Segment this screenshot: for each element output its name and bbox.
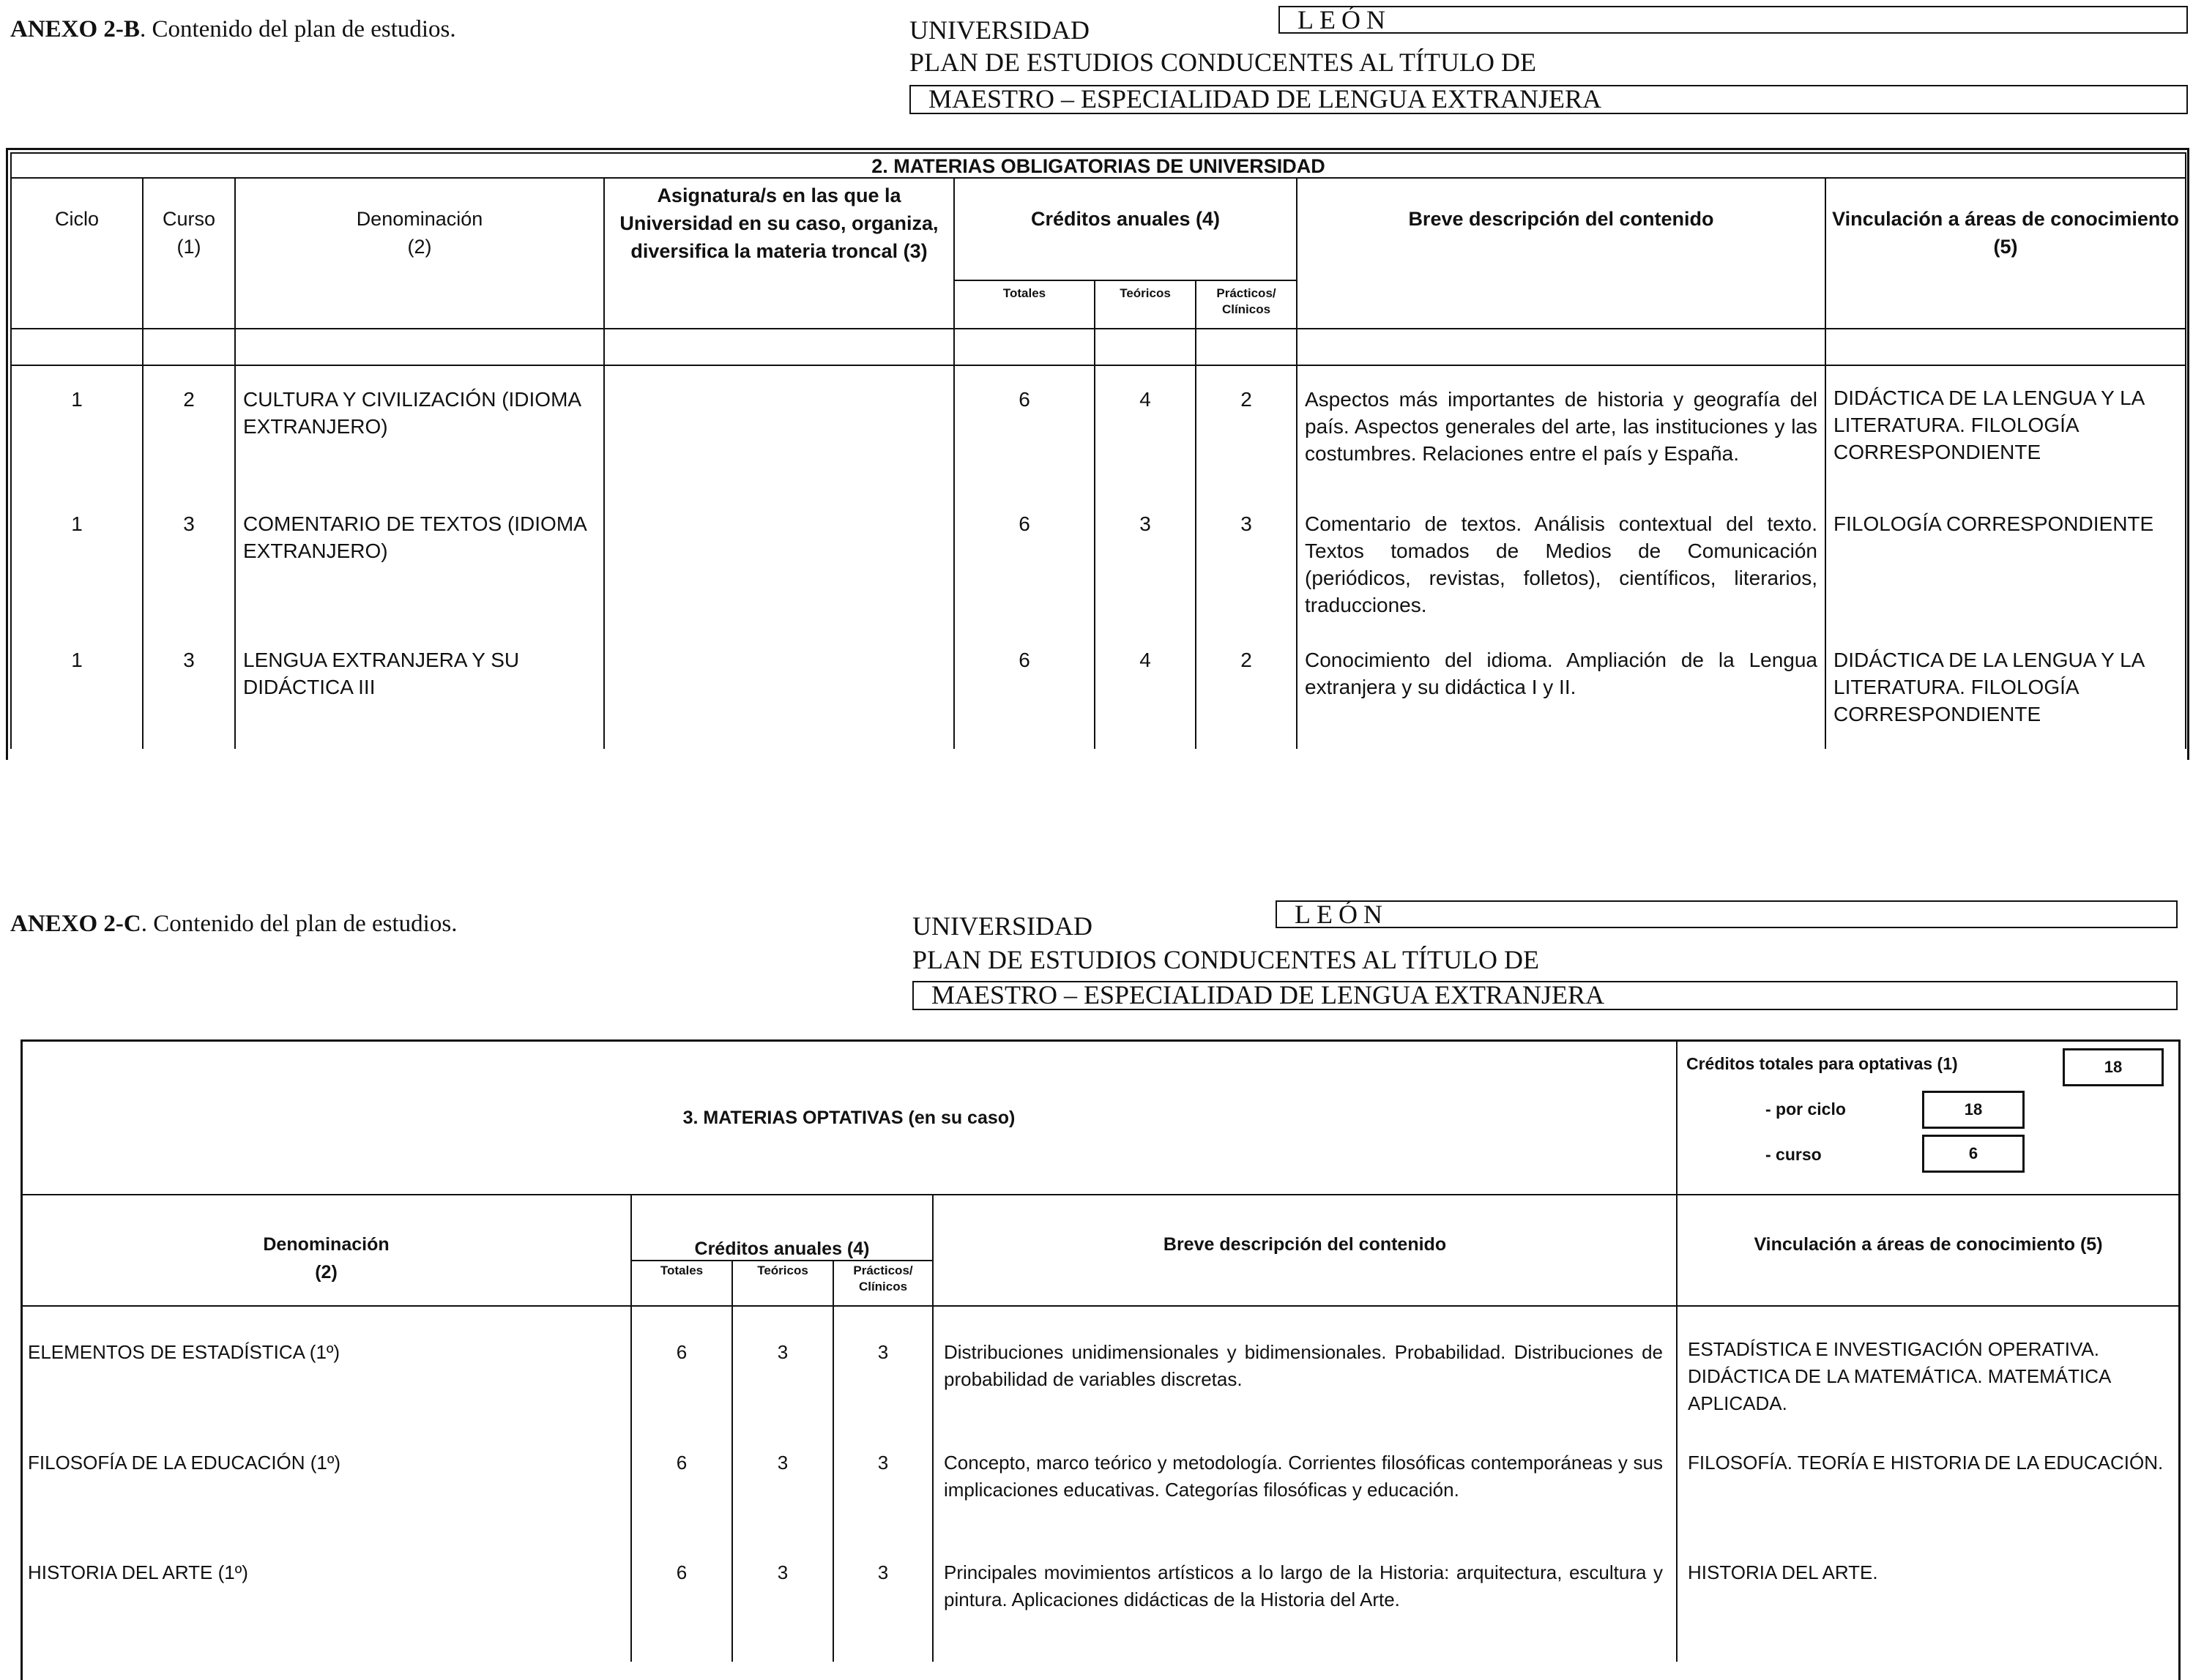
row-practicos: 2 <box>1196 374 1297 510</box>
table-b-title: 2. MATERIAS OBLIGATORIAS DE UNIVERSIDAD <box>11 153 2186 178</box>
header-curso-label: Curso <box>162 208 216 230</box>
row-areas: DIDÁCTICA DE LA LENGUA Y LA LITERATURA. FILOLOGÍA CORRESPONDIENTE <box>1825 374 2186 510</box>
row-totales: 6 <box>954 510 1095 646</box>
credits-summary <box>1677 1041 2179 1195</box>
row-descripcion: Comentario de textos. Análisis contextual del texto. Textos tomados de Medios de Comunicación (periódicos, revistas, folletos), científicos, literarios, traducciones. <box>1297 510 1825 646</box>
spacer-cell <box>11 329 143 365</box>
row-c-descripcion: Principales movimientos artísticos a lo largo de la Historia: arquitectura, escultura y pintura. Aplicaciones didácticas de la Historia del Arte. <box>933 1559 1677 1662</box>
row-c-practicos: 3 <box>833 1449 933 1559</box>
row-denominacion: CULTURA Y CIVILIZACIÓN (IDIOMA EXTRANJERO) <box>235 374 604 510</box>
row-c-totales: 6 <box>631 1559 732 1662</box>
gap-cell <box>954 365 1095 374</box>
table-row <box>11 510 2186 646</box>
degree-c: MAESTRO – ESPECIALIDAD DE LENGUA EXTRANJERA <box>931 980 1604 1009</box>
header-descripcion: Breve descripción del contenido <box>1297 178 1825 329</box>
annex-c-heading <box>10 911 457 938</box>
plan-label-b: PLAN DE ESTUDIOS CONDUCENTES AL TÍTULO DE <box>909 48 1536 77</box>
header-c-creditos: Créditos anuales (4) <box>631 1195 933 1261</box>
spacer-cell <box>235 329 604 365</box>
header-c-descripcion: Breve descripción del contenido <box>933 1195 1677 1306</box>
table-row <box>11 374 2186 510</box>
row-curso: 2 <box>143 374 235 510</box>
row-c-denominacion: ELEMENTOS DE ESTADÍSTICA (1º) <box>22 1306 631 1449</box>
row-totales: 6 <box>954 374 1095 510</box>
row-c-teoricos: 3 <box>732 1559 833 1662</box>
row-c-denominacion: HISTORIA DEL ARTE (1º) <box>22 1559 631 1662</box>
row-ciclo: 1 <box>11 510 143 646</box>
university-label-b: UNIVERSIDAD <box>909 15 1090 45</box>
row-c-teoricos: 3 <box>732 1449 833 1559</box>
row-teoricos: 3 <box>1095 510 1196 646</box>
per-course: 6 <box>1968 1144 1978 1162</box>
row-totales: 6 <box>954 646 1095 749</box>
header-curso-note: (1) <box>176 236 201 258</box>
header-ciclo: Ciclo <box>11 178 143 329</box>
row-c-denominacion: FILOSOFÍA DE LA EDUCACIÓN (1º) <box>22 1449 631 1559</box>
row-c-practicos: 3 <box>833 1306 933 1449</box>
university-label-c: UNIVERSIDAD <box>912 911 1092 941</box>
optional-subjects-table <box>22 1041 2179 1662</box>
header-c-vinculacion: Vinculación a áreas de conocimiento (5) <box>1677 1195 2179 1306</box>
gap-cell <box>1297 365 1825 374</box>
annex-c-code: ANEXO 2-C <box>10 911 141 937</box>
row-ciclo: 1 <box>11 374 143 510</box>
spacer-cell <box>954 329 1095 365</box>
row-asignatura <box>604 374 954 510</box>
row-asignatura <box>604 510 954 646</box>
row-ciclo: 1 <box>11 646 143 749</box>
row-curso: 3 <box>143 510 235 646</box>
row-denominacion: LENGUA EXTRANJERA Y SU DIDÁCTICA III <box>235 646 604 749</box>
degree-b: MAESTRO – ESPECIALIDAD DE LENGUA EXTRANJERA <box>928 84 1601 113</box>
per-cycle: 18 <box>1964 1100 1983 1119</box>
row-practicos: 2 <box>1196 646 1297 749</box>
row-descripcion: Aspectos más importantes de historia y geografía del país. Aspectos generales del arte, las instituciones y las costumbres. Relaciones entre el país y España. <box>1297 374 1825 510</box>
header-c-denominacion <box>22 1195 631 1306</box>
university-name-box-c <box>1276 900 2178 928</box>
row-c-descripcion: Concepto, marco teórico y metodología. Corrientes filosóficas contemporáneas y sus implicaciones educativas. Categorías filosóficas y educación. <box>933 1449 1677 1559</box>
row-teoricos: 4 <box>1095 646 1196 749</box>
header-curso <box>143 178 235 329</box>
table-row <box>22 1449 2179 1559</box>
row-curso: 3 <box>143 646 235 749</box>
per-cycle-label: - por ciclo <box>1765 1100 1846 1119</box>
credits-total-box <box>2063 1048 2164 1086</box>
header-c-practicos: Prácticos/ Clínicos <box>833 1261 933 1306</box>
row-descripcion: Conocimiento del idioma. Ampliación de la Lengua extranjera y su didáctica I y II. <box>1297 646 1825 749</box>
row-c-areas: HISTORIA DEL ARTE. <box>1677 1559 2179 1662</box>
row-c-descripcion: Distribuciones unidimensionales y bidimensionales. Probabilidad. Distribuciones de probabilidad de variables discretas. <box>933 1306 1677 1449</box>
header-denominacion-label: Denominación <box>356 208 483 230</box>
row-teoricos: 4 <box>1095 374 1196 510</box>
row-areas: FILOLOGÍA CORRESPONDIENTE <box>1825 510 2186 646</box>
header-practicos: Prácticos/ Clínicos <box>1196 280 1297 329</box>
header-c-totales: Totales <box>631 1261 732 1306</box>
row-denominacion: COMENTARIO DE TEXTOS (IDIOMA EXTRANJERO) <box>235 510 604 646</box>
per-course-label: - curso <box>1765 1145 1822 1164</box>
gap-cell <box>604 365 954 374</box>
header-asignatura: Asignatura/s en las que la Universidad en su caso, organiza, diversifica la materia troncal (3) <box>604 178 954 329</box>
row-asignatura <box>604 646 954 749</box>
university-name-c: LEÓN <box>1295 900 1388 929</box>
header-denominacion <box>235 178 604 329</box>
mandatory-subjects-table <box>10 152 2186 749</box>
per-course-box <box>1922 1135 2025 1173</box>
gap-cell <box>1825 365 2186 374</box>
credits-total: 18 <box>2104 1058 2123 1076</box>
row-c-areas: ESTADÍSTICA E INVESTIGACIÓN OPERATIVA. DIDÁCTICA DE LA MATEMÁTICA. MATEMÁTICA APLICADA. <box>1677 1306 2179 1449</box>
university-name-b: LEÓN <box>1297 5 1391 34</box>
annex-b-title: . Contenido del plan de estudios. <box>139 16 456 42</box>
spacer-cell <box>143 329 235 365</box>
gap-cell <box>1095 365 1196 374</box>
plan-label-c: PLAN DE ESTUDIOS CONDUCENTES AL TÍTULO DE <box>912 945 1539 974</box>
per-cycle-box <box>1922 1091 2025 1129</box>
table-row <box>22 1306 2179 1449</box>
header-c-teoricos: Teóricos <box>732 1261 833 1306</box>
credits-total-label: Créditos totales para optativas (1) <box>1686 1054 1958 1073</box>
table-row <box>22 1559 2179 1662</box>
spacer-cell <box>1825 329 2186 365</box>
gap-cell <box>11 365 143 374</box>
header-denominacion-note: (2) <box>407 236 432 258</box>
annex-b-code: ANEXO 2-B <box>10 16 140 42</box>
spacer-cell <box>1095 329 1196 365</box>
table-c-title: 3. MATERIAS OPTATIVAS (en su caso) <box>22 1041 1677 1195</box>
degree-box-c <box>912 981 2178 1010</box>
header-c-denominacion-label: Denominación <box>263 1234 390 1255</box>
row-c-totales: 6 <box>631 1449 732 1559</box>
spacer-cell <box>1196 329 1297 365</box>
university-name-box-b <box>1278 6 2188 34</box>
spacer-cell <box>1297 329 1825 365</box>
gap-cell <box>1196 365 1297 374</box>
row-areas: DIDÁCTICA DE LA LENGUA Y LA LITERATURA. FILOLOGÍA CORRESPONDIENTE <box>1825 646 2186 749</box>
row-c-teoricos: 3 <box>732 1306 833 1449</box>
table-row <box>11 646 2186 749</box>
degree-box-b <box>909 85 2188 114</box>
header-c-denominacion-note: (2) <box>315 1262 338 1283</box>
row-c-areas: FILOSOFÍA. TEORÍA E HISTORIA DE LA EDUCACIÓN. <box>1677 1449 2179 1559</box>
header-vinculacion: Vinculación a áreas de conocimiento (5) <box>1825 178 2186 329</box>
row-c-practicos: 3 <box>833 1559 933 1662</box>
annex-b-heading <box>10 16 456 43</box>
header-totales: Totales <box>954 280 1095 329</box>
row-practicos: 3 <box>1196 510 1297 646</box>
gap-cell <box>235 365 604 374</box>
row-c-totales: 6 <box>631 1306 732 1449</box>
annex-c-title: . Contenido del plan de estudios. <box>141 911 458 937</box>
spacer-cell <box>604 329 954 365</box>
header-creditos: Créditos anuales (4) <box>954 178 1297 280</box>
gap-cell <box>143 365 235 374</box>
header-teoricos: Teóricos <box>1095 280 1196 329</box>
